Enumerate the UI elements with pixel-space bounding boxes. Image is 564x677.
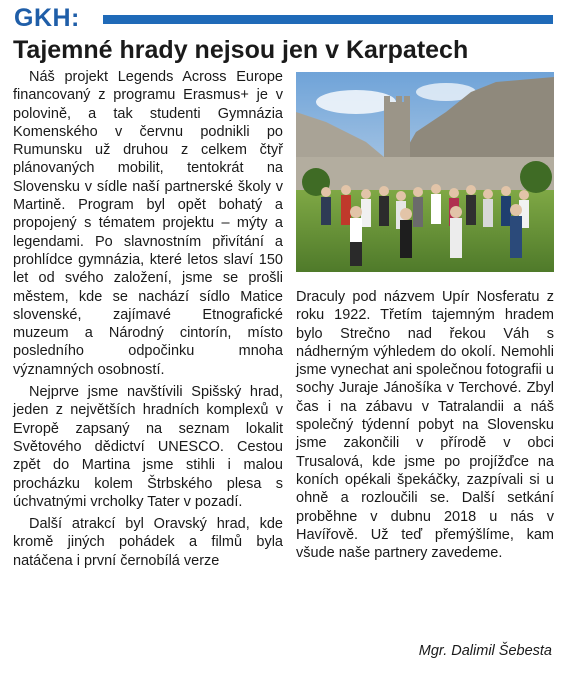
paragraph-2: Nejprve jsme navštívili Spišský hrad, jeden z největších hradních komplexů v Evropě zapsaný na seznam lokalit Světového dědictví UNESCO. Cestou zpět do Martina jsme stihli i malou procházku kolem Štrbského plesa s úchvatnými vrcholky Tater v pozadí. <box>13 384 283 510</box>
article-column-right <box>296 288 554 566</box>
author-byline: Mgr. Dalimil Šebesta <box>418 643 552 659</box>
kicker-rule <box>103 15 553 24</box>
castle-group-photo-icon <box>296 72 554 272</box>
paragraph-4: Draculy pod názvem Upír Nosferatu z roku 1922. Třetím tajemným hradem bylo Strečno nad řekou Váh s nádherným výhledem do okolí. Nemohli jsme vynechat ani společnou fotografii u sochy Juraje Jánošíka v Terchové. Zbyl čas i na zábavu v Tatralandii a náš společný týdenní pobyt na Slovensku jsme zakončili v přírodě v obci Trusalová, kde jsme po projížďce na koních opékali špekáčky, zazpívali si u ohně a rozloučili se. Další setkání proběhne v dubnu 2018 u nás v Havířově. Už teď přemýšlíme, kam všude naše partnery zavedeme. <box>296 289 554 562</box>
paragraph-1: Náš projekt Legends Across Europe financovaný z programu Erasmus+ je v polovině, a tak studenti Gymnázia Komenského v červnu podnikli po Rumunsku už druhou z celkem čtyř plánovaných mobilit, tentokrát na Slovensku v sídle naší partnerské školy v Martině. Program byl opět bohatý a propojený s tématem projektu – mýty a legendami. Po slavnostním přivítání a prohlídce gymnázia, které letos slaví 150 let od svého založení, jsme se prošli městem, kde se nachází sídlo Matice slovenské, zajímavé Etnografické muzeum a Národný cintorín, místo posledního odpočinku mnoha významných osobností. <box>13 69 283 378</box>
paragraph-3: Další atrakcí byl Oravský hrad, kde kromě jiných pohádek a filmů byla natáčena i první černobílá verze <box>13 516 283 569</box>
section-kicker: GKH: <box>14 4 80 32</box>
castle-group-photo <box>296 72 554 272</box>
article-headline: Tajemné hrady nejsou jen v Karpatech <box>13 36 469 64</box>
article-column-left <box>13 68 283 574</box>
